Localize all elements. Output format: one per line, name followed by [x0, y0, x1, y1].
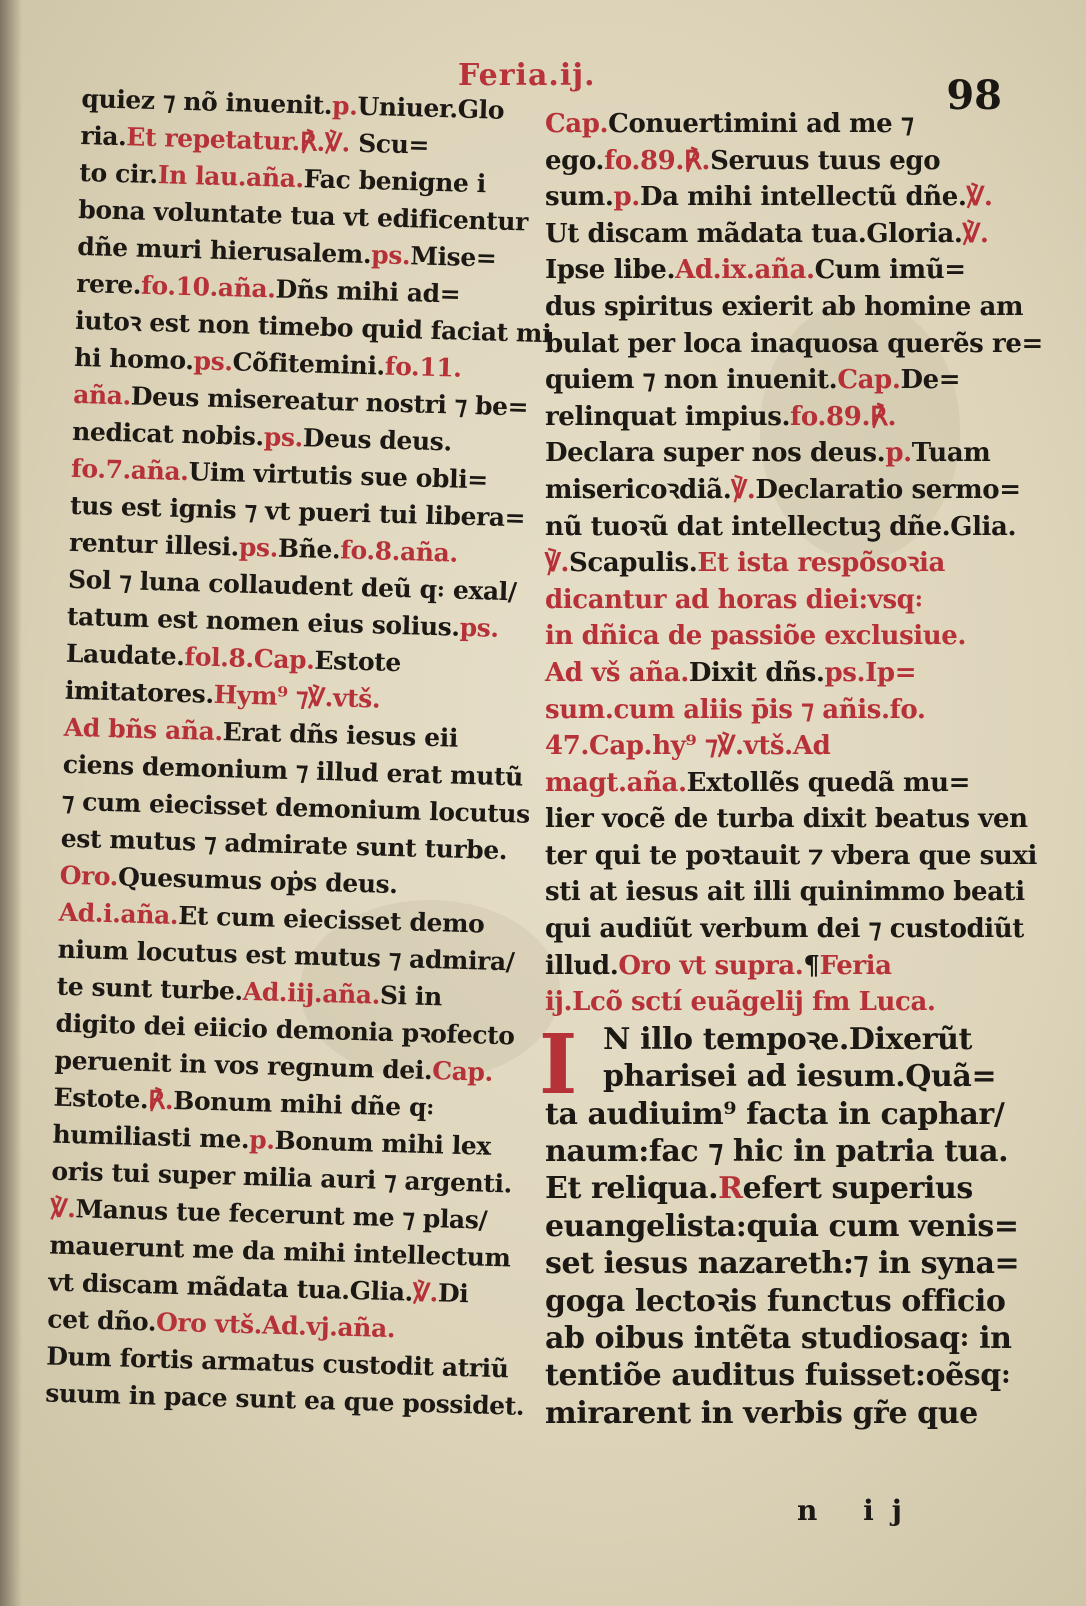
- text-line: [545, 1170, 1000, 1207]
- rubric-text: ℣.: [962, 218, 989, 249]
- body-text: ta audiuim⁹ facta in caphar/: [545, 1096, 1005, 1132]
- body-text: Si in: [379, 980, 443, 1012]
- text-line: [545, 582, 1000, 619]
- body-text: ¶: [803, 950, 820, 981]
- body-text: Seruus tuus ego: [710, 145, 941, 176]
- body-text: Ut discam mãdata tua.Gloria.: [545, 218, 963, 249]
- text-line: [603, 1021, 1000, 1058]
- text-line: [545, 874, 1025, 911]
- rubric-text: fol.8.: [184, 642, 255, 674]
- rubric-text: p.: [613, 182, 640, 213]
- body-text: tus est ignis ⁊ vt pueri tui libera=: [69, 490, 526, 533]
- rubric-text: 47.Cap.hy⁹ ⁊℣.vtš.Ad: [545, 731, 831, 762]
- body-text: relinquat impius.: [545, 401, 791, 432]
- rubric-text: Et repetatur.℟.℣.: [126, 122, 351, 158]
- body-text: ter qui te poꝛtauit ⁊ vbera que suxi: [545, 840, 1038, 871]
- body-text: quiem ⁊ non inuenit.: [545, 365, 838, 396]
- body-text: Et cum eiecisset demo: [177, 901, 485, 939]
- text-line: [545, 1096, 1005, 1133]
- rubric-text: in dñica de passiõe exclusiue.: [545, 621, 967, 652]
- body-text: te sunt turbe.: [56, 971, 244, 1006]
- body-text: Declara super nos deus.: [545, 438, 886, 469]
- rubric-text: Ad.ix.aña.: [675, 255, 815, 286]
- rubric-text: ps.: [459, 612, 500, 643]
- right-column: [539, 106, 1043, 1432]
- rubric-text: Oro vtš.Ad.vj.aña.: [155, 1307, 396, 1344]
- body-text: humiliasti me.: [52, 1119, 250, 1155]
- text-line: [545, 655, 1000, 692]
- body-text: peruenit in vos regnum dei.: [54, 1045, 433, 1086]
- rubric-text: Cap.: [545, 109, 609, 139]
- body-text: rere.: [75, 268, 142, 300]
- signature-mark: n ij: [797, 1494, 920, 1527]
- body-text: ⁊ cum eiecisset demonium locutus: [61, 786, 531, 829]
- body-text: Dñs mihi ad=: [275, 274, 461, 309]
- text-line: [545, 179, 1000, 216]
- rubric-text: fo.89.℟.: [790, 401, 897, 432]
- text-line: [545, 1320, 1012, 1357]
- body-text: Bonum mihi dñe q꞉: [172, 1085, 435, 1123]
- body-text: Et reliqua.: [545, 1171, 719, 1207]
- body-text: De=: [900, 365, 961, 396]
- body-text: mauerunt me da mihi intellectum: [49, 1230, 511, 1273]
- body-text: dus spiritus exierit ab homine am: [545, 291, 1024, 322]
- rubric-text: ℟.: [147, 1085, 174, 1115]
- left-column: [44, 80, 552, 1424]
- rubric-text: R: [718, 1171, 743, 1207]
- rubric-text: ℣.: [545, 548, 570, 579]
- rubric-text: Cap.: [253, 644, 315, 675]
- body-text: Deus misereatur nostri ⁊ be=: [130, 381, 529, 422]
- body-text: qui audiũt verbum dei ⁊ custodiũt: [545, 914, 1024, 945]
- body-text: ria.: [80, 120, 127, 152]
- rubric-text: ps.: [193, 346, 234, 377]
- rubric-text: Ad bñs aña.: [63, 712, 224, 747]
- text-line: [545, 216, 1000, 253]
- body-text: Ipse libe.: [545, 255, 676, 286]
- body-text: sum.: [545, 182, 614, 213]
- body-text: Laudate.: [65, 638, 185, 672]
- body-text: sti at iesus ait illi quinimmo beati: [545, 877, 1025, 908]
- body-text: ab oibus intẽta studiosaq꞉ in: [545, 1320, 1012, 1356]
- body-text: Sol ⁊ luna collaudent deũ q꞉ exal/: [67, 564, 518, 607]
- body-text: digito dei eiicio demonia pꝛofecto: [55, 1008, 515, 1051]
- rubric-text: fo.7.aña.: [70, 453, 189, 487]
- rubric-text: p.: [885, 438, 912, 469]
- text-line: [545, 362, 1000, 399]
- body-text: cet dño.: [46, 1304, 157, 1337]
- body-text: Deus deus.: [302, 423, 453, 457]
- text-line: [545, 143, 1000, 180]
- body-text: euangelista:quia cum venis=: [545, 1208, 1019, 1244]
- rubric-text: fo.11.: [384, 351, 463, 383]
- text-line: [545, 765, 1000, 802]
- drop-cap-initial: I: [539, 1016, 578, 1113]
- body-text: nium locutus est mutus ⁊ admira/: [57, 934, 515, 977]
- body-text: Extollẽs quedã mu=: [686, 767, 971, 798]
- right-column-text: [545, 106, 1043, 1021]
- text-line: [545, 545, 1000, 582]
- text-line: [545, 801, 1028, 838]
- body-text: Bonum mihi lex: [274, 1125, 492, 1161]
- text-line: [545, 1357, 1011, 1394]
- binding-gutter: [0, 0, 22, 1606]
- body-text: illud.: [545, 950, 619, 981]
- rubric-text: ℣.: [412, 1277, 439, 1308]
- body-text: Uim virtutis sue obli=: [188, 457, 489, 495]
- body-text: misericoꝛdiã.: [545, 474, 732, 505]
- body-text: Manus tue fecerunt me ⁊ plas/: [75, 1194, 488, 1235]
- body-text: Declaratio sermo=: [755, 474, 1021, 505]
- body-text: Conuertimini ad me ⁊: [608, 109, 914, 139]
- rubric-text: Cap.: [837, 365, 901, 396]
- rubric-text: ps.: [238, 532, 279, 563]
- text-line: [545, 289, 1024, 326]
- rubric-text: Oro.: [59, 860, 119, 892]
- rubric-text: Ad.i.aña.: [58, 897, 179, 931]
- text-line: [545, 399, 1000, 436]
- text-line: [545, 911, 1024, 948]
- rubric-text: ps.Ip=: [824, 657, 917, 688]
- text-line: [545, 692, 1000, 729]
- body-text: goga lectoꝛis functus officio: [545, 1283, 1006, 1319]
- body-text: ego.: [545, 145, 605, 176]
- rubric-text: Hym⁹ ⁊℣.vtš.: [213, 679, 381, 714]
- rubric-text: In lau.aña.: [157, 160, 305, 194]
- body-text: Cum imũ=: [814, 255, 966, 286]
- rubric-text: fo.10.aña.: [140, 270, 276, 304]
- rubric-text: Cap.: [431, 1056, 494, 1087]
- body-text: rentur illesi.: [68, 527, 240, 562]
- text-line: [545, 984, 1000, 1021]
- rubric-text: Et ista respõsoꝛia: [697, 548, 945, 579]
- body-text: tentiõe auditus fuisset:oẽsq꞉: [545, 1358, 1011, 1394]
- text-line: [545, 1133, 1009, 1170]
- text-line: [545, 618, 1000, 655]
- body-text: Cõfitemini.: [232, 347, 386, 381]
- text-line: [545, 252, 1000, 289]
- rubric-text: ℣.: [731, 474, 756, 505]
- body-text: dñe muri hierusalem.: [76, 231, 372, 270]
- body-text: Di: [437, 1278, 469, 1309]
- text-line: [545, 1208, 1019, 1245]
- body-text: iutoꝛ est non timebo quid faciat mi: [74, 305, 552, 349]
- body-text: mirarent in verbis gr̃e que: [545, 1395, 978, 1431]
- text-line: [545, 838, 1038, 875]
- body-text: naum:fac ⁊ hic in patria tua.: [545, 1134, 1009, 1170]
- text-line: [545, 1283, 1006, 1320]
- rubric-text: Oro vt supra.: [618, 950, 804, 981]
- body-text: est mutus ⁊ admirate sunt turbe.: [60, 823, 508, 866]
- body-text: Mise=: [409, 241, 497, 273]
- body-text: Quesumus oṗs deus.: [117, 862, 398, 900]
- body-text: Scu=: [349, 128, 430, 160]
- text-line: [545, 435, 1000, 472]
- body-text: Bñe.: [277, 533, 341, 565]
- body-text: bulat per loca inaquosa querẽs re=: [545, 328, 1043, 359]
- text-line: [603, 1058, 1000, 1095]
- body-text: N illo tempoꝛe.Dixerũt: [603, 1021, 972, 1057]
- body-text: Estote.: [53, 1082, 149, 1115]
- body-text: Da mihi intellectũ dñe.: [639, 182, 967, 213]
- body-text: Scapulis.: [569, 548, 698, 579]
- rubric-text: ℣.: [50, 1193, 76, 1224]
- rubric-text: Ad vš aña.: [545, 657, 689, 688]
- body-text: bona voluntate tua vt edificentur: [77, 194, 529, 237]
- rubric-text: Feria: [819, 950, 892, 981]
- rubric-text: Ad.iij.aña.: [242, 976, 381, 1010]
- rubric-text: sum.cum aliis p̄is ⁊ añis.fo.: [545, 694, 926, 725]
- body-text: Estote: [314, 645, 402, 678]
- rubric-text: dicantur ad horas diei:vsq꞉: [545, 584, 923, 615]
- body-text: Dixit dñs.: [688, 657, 825, 688]
- body-text: pharisei ad iesum.Quã=: [603, 1059, 997, 1095]
- rubric-text: ps.: [370, 240, 411, 271]
- rubric-text: ps.: [263, 422, 304, 453]
- body-text: oris tui super milia auri ⁊ argenti.: [51, 1156, 513, 1199]
- body-text: quiez ⁊ nõ inuenit.: [81, 83, 333, 120]
- body-text: vt discam mãdata tua.Glia.: [48, 1267, 414, 1307]
- text-line: [545, 948, 1000, 985]
- text-line: [545, 728, 1000, 765]
- body-text: ciens demonium ⁊ illud erat mutũ: [62, 749, 524, 792]
- body-text: lier vocẽ de turba dixit beatus ven: [545, 804, 1028, 835]
- body-text: Erat dñs iesus eii: [222, 717, 459, 753]
- rubric-text: ℣.: [966, 182, 993, 213]
- body-text: efert superius: [742, 1171, 973, 1207]
- body-text: nũ tuoꝛũ dat intellectuꝫ dñe.Glia.: [545, 511, 1017, 542]
- folio-number: 98: [946, 72, 1002, 119]
- text-line: [545, 509, 1017, 546]
- gospel-indented-lines: [545, 1021, 1000, 1096]
- gospel-lines: [545, 1096, 1020, 1433]
- text-line: [545, 106, 1000, 143]
- text-line: [545, 1245, 1020, 1282]
- running-head: Feria.ij.: [458, 58, 596, 93]
- body-text: nedicat nobis.: [71, 416, 265, 452]
- body-text: Tuam: [911, 438, 991, 469]
- body-text: hi homo.: [73, 342, 195, 376]
- body-text: to cir.: [79, 157, 159, 190]
- text-line: [545, 326, 1043, 363]
- rubric-text: aña.: [72, 379, 132, 411]
- gospel-lesson: [539, 1016, 1020, 1432]
- body-text: Fac benigne i: [303, 164, 487, 199]
- body-text: tatum est nomen eius solius.: [66, 601, 461, 642]
- rubric-text: fo.89.℟.: [604, 145, 711, 176]
- text-line: [545, 472, 1021, 509]
- rubric-text: fo.8.aña.: [339, 535, 459, 568]
- body-text: Dum fortis armatus custodit atriũ: [45, 1341, 509, 1384]
- rubric-text: ij.Lcõ sctí euãgelij fm Luca.: [545, 987, 936, 1018]
- body-text: imitatores.: [64, 675, 215, 709]
- rubric-text: magt.aña.: [545, 767, 687, 798]
- rubric-text: p.: [248, 1125, 276, 1155]
- text-line: [545, 1395, 1000, 1432]
- rubric-text: p.: [331, 90, 358, 121]
- body-text: set iesus nazareth:⁊ in syna=: [545, 1246, 1020, 1282]
- body-text: Uniuer.Glo: [357, 91, 505, 125]
- body-text: suum in pace sunt ea que possidet.: [44, 1378, 525, 1421]
